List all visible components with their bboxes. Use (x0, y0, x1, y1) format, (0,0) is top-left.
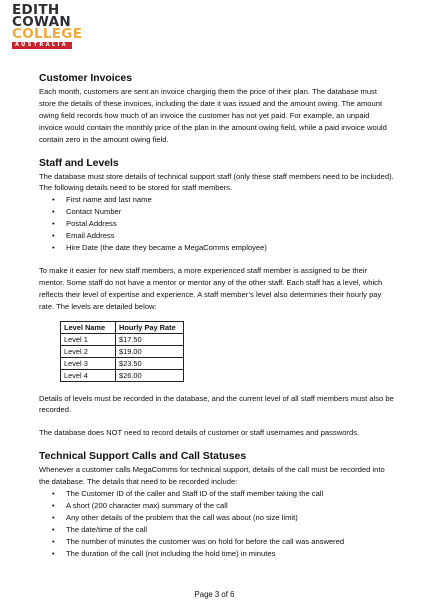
table-row (61, 345, 184, 357)
staff-details-list (39, 194, 394, 254)
page-number: Page 3 of 6 (194, 590, 235, 599)
section-heading-calls: Technical Support Calls and Call Statuses (39, 451, 247, 463)
levels-table (60, 321, 184, 382)
table-cell-level: Level 2 (61, 345, 116, 357)
table-header-level-name: Level Name (61, 321, 116, 333)
list-item: • First name and last name (39, 194, 394, 206)
staff-intro-paragraph: The database must store details of technical support staff (only these staff members need to be included). The following details need to be stored for staff members. (39, 171, 394, 193)
section-heading-staff: Staff and Levels (39, 157, 119, 169)
levels-recorded-paragraph: Details of levels must be recorded in the database, and the current level of all staff members must also be recorded. (39, 393, 394, 415)
table-cell-rate: $17.50 (116, 333, 184, 345)
list-item: • Hire Date (the date they became a MegaComms employee) (39, 242, 394, 254)
section-heading-invoices: Customer Invoices (39, 73, 132, 84)
logo-line-college: COLLEGE (12, 26, 83, 42)
table-cell-rate: $26.00 (116, 369, 184, 381)
list-item: • A short (200 character max) summary of the call (39, 500, 394, 512)
table-row (61, 333, 184, 345)
table-header-hourly-pay-rate: Hourly Pay Rate (116, 321, 184, 333)
list-item: • Postal Address (39, 218, 394, 230)
table-cell-level: Level 3 (61, 357, 116, 369)
logo-band-australia: AUSTRALIA (12, 42, 72, 49)
table-header-row (61, 321, 184, 333)
calls-intro-paragraph: Whenever a customer calls MegaComms for technical support, details of the call must be recorded into the database. The details that need to be recorded include: (39, 465, 385, 487)
invoices-paragraph: Each month, customers are sent an invoice charging them the price of their plan. The database must store the details of these invoices, including the date it was issued and the amount owing. The amount owing field records how much of an invoice the customer has not yet paid. For example, an unpaid invoice would contain the monthly price of the plan in the amount owing field, while a paid invoice would contain zero in the amount owing field. (39, 87, 387, 144)
table-cell-level: Level 1 (61, 333, 116, 345)
list-item: • Email Address (39, 230, 394, 242)
list-item: • The number of minutes the customer was on hold for before the call was answered (39, 536, 394, 548)
document-body (39, 72, 394, 559)
list-item: • The date/time of the call (39, 524, 394, 536)
list-item: • Any other details of the problem that the call was about (no size limit) (39, 512, 394, 524)
table-cell-level: Level 4 (61, 369, 116, 381)
usernames-paragraph: The database does NOT need to record details of customer or staff usernames and passwords. (39, 428, 360, 438)
logo-line-cowan: COWAN (12, 14, 71, 30)
list-item: • The duration of the call (not including the hold time) in minutes (39, 548, 394, 560)
list-item: • Contact Number (39, 206, 394, 218)
table-row (61, 369, 184, 381)
list-item: • The Customer ID of the caller and Staff ID of the staff member taking the call (39, 488, 394, 500)
table-row (61, 357, 184, 369)
logo-line-edith: EDITH (12, 2, 60, 18)
call-details-list (39, 488, 394, 559)
staff-mentor-paragraph: To make it easier for new staff members, a more experienced staff member is assigned to be their mentor. Some staff do not have a mentor or mentor any of the other staff. Each staff has a level, which reflects their level of expertise and experience. A staff member’s level also determines their hourly pay rate. The levels are detailed below: (39, 265, 383, 311)
table-cell-rate: $23.50 (116, 357, 184, 369)
table-cell-rate: $19.00 (116, 345, 184, 357)
college-logo (12, 2, 83, 49)
